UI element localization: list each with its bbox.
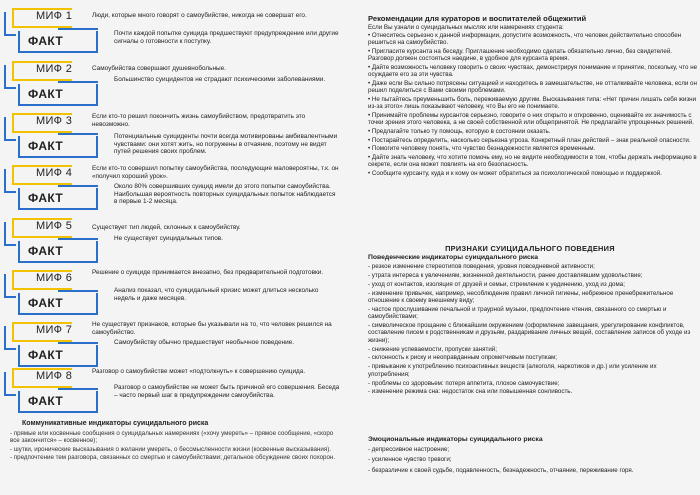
list-item: • Дайте знать человеку, что хотите помочь ему, но не видите необходимости в том, чтобы держать информацию в секрете, если она может повлиять на его безопасность. [368,153,697,169]
list-item: • Пригласите курсанта на беседу. Приглашение необходимо сделать обязательно лично, без свидетелей. Разговор должен состояться наедине, в удобное для курсанта время. [368,47,673,63]
fact-text: Потенциальные суициденты почти всегда мотивированы амбивалентными чувствами: они хотят жить, но погружены в отчаяние, поэтому не видят путей решения своих проблем. [114,133,338,156]
myth-block-5 [4,216,350,266]
myth-label: МИФ 7 [36,324,73,336]
list-item: • Принимайте проблемы курсантов серьезно, говорите о них открыто и откровенно, оценивайте их значимость с точки зрения этого человека, а не своей собственной или общепринятой. Не предлагайте упрощенных решений. [368,111,694,127]
myth-block-3 [4,111,350,161]
myth-label: МИФ 6 [36,272,73,284]
myth-block-1 [4,6,350,56]
myth-text: Не существует признаков, которые бы указывали на то, что человек решился на самоубийство. [92,321,332,336]
fact-label: ФАКТ [28,34,64,48]
fact-text: Разговор о самоубийстве не может быть причиной его совершения. Беседа – часто первый шаг в предупреждении самоубийства. [114,384,340,399]
list-item: - привыкание к употреблению психоактивных веществ (алкоголя, наркотиков и др.) или усиление их употребления; [368,363,657,378]
fact-label: ФАКТ [28,191,64,205]
recommendations-column [360,0,700,495]
communicative-indicators-list [10,430,340,463]
list-item: - символическое прощание с ближайшим окружением (оформление завещания, урегулирование конфликтов, составление писем к родственникам и друзьям, раздаривание личных вещей, составление записок об уходе из жизни); [368,322,691,344]
behavioral-indicators-list [368,263,698,397]
fact-label: ФАКТ [28,348,64,362]
list-item: - частое прослушивание печальной и траурной музыки, предпочтение чтения, связанного со смертью и самоубийствами; [368,305,667,321]
list-item: • Постарайтесь определить, насколько серьезна угроза. Конкретный план действий – знак реальной опасности. [368,136,691,144]
list-item: - депрессивное настроение; [368,446,450,453]
list-item: - усиленное чувство тревоги; [368,456,452,464]
fact-label: ФАКТ [28,296,64,310]
fact-text: Почти каждой попытке суицида предшествуют предупреждение или другие сигналы о готовности к поступку. [114,30,339,45]
list-item: • Помогите человеку понять, что чувство безнадежности является временным. [368,145,596,153]
fact-text: Не существует суицидальных типов. [114,235,223,242]
myth-text: Люди, которые много говорят о самоубийстве, никогда не совершат его. [92,12,307,19]
emotional-indicators-title: Эмоциональные индикаторы суицидального риска [368,436,543,443]
myth-text: Если кто-то решил покончить жизнь самоубийством, предотвратить это невозможно. [92,113,306,128]
fact-label: ФАКТ [28,139,64,153]
recommendations-title: Рекомендации для кураторов и воспитателей общежитий [368,14,587,23]
list-item: - изменение привычек, например, несоблюдение правил личной гигиены, небрежное пренебрежительное отношение к своему внешнему виду; [368,289,674,304]
list-item: - предпочтение тем разговора, связанных со смертью и самоубийствами; детальное обсуждение своих похорон. [10,454,336,462]
fact-text: Около 80% совершивших суицид имели до этого попытки самоубийства. Наибольшая вероятность повторных суицидальных попыток наблюдается в первые 1-2 месяца. [114,183,336,206]
fact-label: ФАКТ [28,87,64,101]
myth-label: МИФ 3 [36,115,73,127]
list-item: - уход от контактов, изоляция от друзей и семьи, стремление к уединению, уход из дома; [368,280,625,288]
list-item: - утрата интереса к увлечениям, жизненной деятельности, ранее доставлявшим удовольствие; [368,271,643,279]
list-item: • Сообщите курсанту, куда и к кому он может обратиться за психологической помощью и поддержкой. [368,169,662,177]
myth-label: МИФ 4 [36,167,73,179]
list-item: - проблемы со здоровьем: потеря аппетита, плохое самочувствие; [368,379,560,387]
fact-label: ФАКТ [28,244,64,258]
myth-label: МИФ 8 [36,370,73,382]
fact-label: ФАКТ [28,394,64,408]
myth-block-4 [4,163,350,213]
list-item: - прямые или косвенные сообщения о суицидальных намерениях («хочу умереть» – прямое сообщение, «скоро все закончится» – косвенное); [10,430,334,445]
list-item: - снижение успеваемости, пропуски занятий; [368,345,497,353]
myth-block-7 [4,320,350,370]
myth-text: Разговор о самоубийстве может «подтолкнуть» к совершению суицида. [92,368,306,375]
signs-title: ПРИЗНАКИ СУИЦИДАЛЬНОГО ПОВЕДЕНИЯ [445,244,615,253]
list-item: • Дайте возможность человеку говорить о своих чувствах, демонстрируя понимание и принятие, поскольку, что не осуждаете его за эти чувства. [368,63,698,79]
myth-label: МИФ 2 [36,63,73,75]
list-item: • Отнеситесь серьезно к данной информации, допустите возможность, что человек действительно способен решиться на самоубийство. [368,32,682,47]
myth-text: Самоубийства совершают душевнобольные. [92,65,226,72]
myth-text: Существует тип людей, склонных к самоубийству. [92,224,241,231]
fact-text: Самоубийству обычно предшествует необычное поведение. [114,339,295,346]
myth-block-8 [4,366,350,416]
myth-text: Если кто-то совершил попытку самоубийства, последующие маловероятны, т.к. он «получил хороший урок». [92,165,339,180]
recommendations-list [368,32,698,179]
list-item: - изменение режима сна: недостаток сна или повышенная сонливость. [368,388,573,396]
myth-text: Решение о суициде принимается внезапно, без предварительной подготовки. [92,269,324,276]
list-item: - резкое изменение стереотипов поведения, уровня повседневной активности; [368,263,595,270]
myth-label: МИФ 1 [36,10,73,22]
emotional-indicators-list [368,446,698,477]
myth-block-6 [4,268,350,318]
list-item: • Даже если Вы сильно потрясены ситуацией и находитесь в замешательстве, не отталкивайте человека, если он решил поделиться с Вами своими проблемами. [368,79,697,95]
list-item: - безразличие к своей судьбе, подавленность, безнадежность, отчаяние, переживание горя. [368,466,634,474]
myth-label: МИФ 5 [36,220,73,232]
list-item: - склонность к риску и неоправданным опрометчивым поступкам; [368,354,558,362]
list-item: • Предлагайте только ту помощь, которую в состоянии оказать. [368,127,551,135]
myth-block-2 [4,59,350,109]
recommendations-intro: Если Вы узнали о суицидальных мыслях или намерениях студента: [368,24,564,31]
fact-text: Анализ показал, что суицидальный кризис может длиться несколько недель и даже месяцев. [114,287,319,302]
fact-text: Большинство суицидентов не страдают психическими заболеваниями. [114,76,326,83]
behavioral-indicators-title: Поведенческие индикаторы суицидального риска [368,254,538,261]
list-item: - шутки, иронические высказывания о желании умереть, о бессмысленности жизни (косвенные высказывания). [10,445,331,453]
communicative-indicators-title: Коммуникативные индикаторы суицидального риска [22,420,209,427]
list-item: • Не пытайтесь преуменьшить боль, переживаемую другим. Высказывания типа: «Нет причин лишать себя жизни из-за этого» лишь показывают человеку, что Вы его не понимаете. [368,95,697,111]
